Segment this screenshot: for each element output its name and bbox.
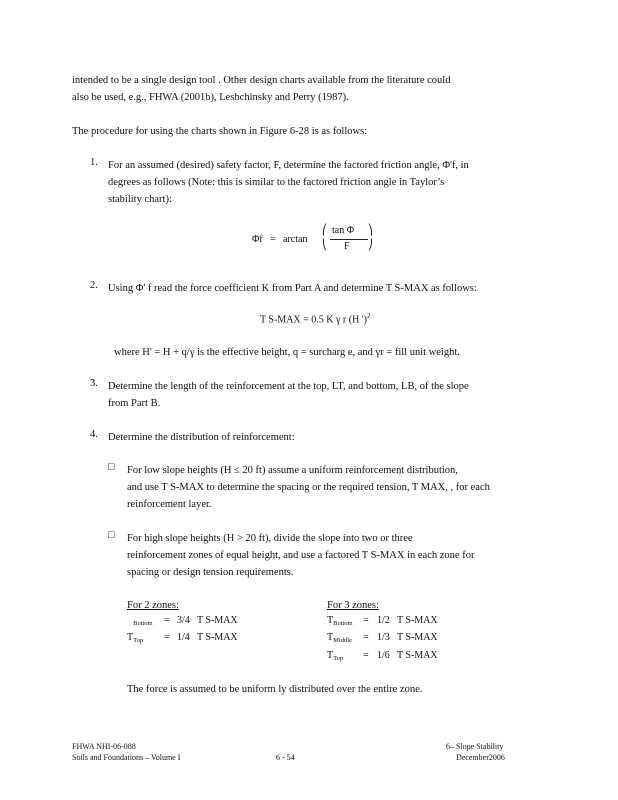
zone-equals: =	[363, 615, 369, 626]
zone-fraction: 1/4	[177, 632, 190, 643]
footer-left-1: FHWA NHI-06-088	[72, 742, 136, 751]
step-1-line-3: stability chart):	[108, 194, 172, 205]
zone-equals: =	[363, 650, 369, 661]
zone-label: T	[327, 650, 334, 661]
bullet-icon: □	[108, 462, 115, 473]
zone-sub-label: Bottom	[333, 620, 353, 627]
bullet-1-line-3: reinforcement layer.	[127, 499, 212, 510]
zone-fraction: 1/6	[377, 650, 390, 661]
right-bracket-top: ⎞	[368, 225, 373, 236]
step-3-line-1: Determine the length of the reinforcement at the top, LT, and bottom, LB, of the slope	[108, 381, 469, 392]
footer-page-number: 6 - 54	[276, 753, 295, 762]
zone-sub-label: Top	[333, 655, 344, 662]
three-zones-title: For 3 zones:	[327, 600, 379, 611]
zone-label: T	[327, 615, 334, 626]
step-number: 1.	[90, 157, 98, 168]
equation-2-rhs: = 0.5 K γ r (H ')	[303, 314, 367, 326]
zone-fraction: 3/4	[177, 615, 190, 626]
zone-target: T S-MAX	[197, 632, 238, 643]
intro-line-2: also be used, e.g., FHWA (2001b), Leshchinsky and Perry (1987).	[72, 92, 349, 103]
equation-1-equals: =	[270, 234, 276, 245]
zone-equals: =	[164, 632, 170, 643]
bullet-2-line-2: reinforcement zones of equal height, and use a factored T S-MAX in each zone for	[127, 550, 475, 561]
zone-sub-label: Bottom	[133, 620, 153, 627]
equation-1-lhs: Φf	[252, 234, 263, 245]
equation-1-denominator: F	[344, 241, 350, 252]
left-bracket-top: ⎛	[322, 225, 327, 236]
step-3-line-2: from Part B.	[108, 398, 161, 409]
two-zone-row-bottom	[127, 615, 238, 627]
two-zones-title: For 2 zones:	[127, 600, 179, 611]
step-number: 3.	[90, 378, 98, 389]
three-zone-row-middle	[327, 632, 438, 644]
step-4-text: Determine the distribution of reinforcement:	[108, 432, 295, 443]
three-zone-row-top	[327, 650, 438, 662]
zone-target: T S-MAX	[397, 632, 438, 643]
zone-target: T S-MAX	[397, 650, 438, 661]
footer-right-1: 6– Slope Stability	[446, 742, 504, 751]
two-zone-row-top	[127, 632, 238, 644]
right-bracket-bottom: ⎠	[368, 240, 373, 251]
three-zone-row-bottom	[327, 615, 438, 627]
zone-equals: =	[363, 632, 369, 643]
bullet-1-line-2: and use T S-MAX to determine the spacing or the required tension, T MAX, , for each	[127, 482, 490, 493]
equation-1-function: arctan	[283, 234, 308, 245]
footer-left-2: Soils and Foundations – Volume I	[72, 753, 181, 762]
bullet-2-line-3: spacing or design tension requirements.	[127, 567, 294, 578]
equation-2-exponent: 2	[366, 312, 371, 320]
zone-sub-label: Middle	[333, 637, 352, 644]
zone-target: T S-MAX	[397, 615, 438, 626]
step-2-text: Using Φ' f read the force coefficient K from Part A and determine T S-MAX as follows:	[108, 283, 477, 294]
bullet-1-line-1: For low slope heights (H ≤ 20 ft) assume a uniform reinforcement distribution,	[127, 465, 458, 476]
footer-right-2: December2006	[456, 753, 505, 762]
bullet-2-line-1: For high slope heights (H > 20 ft), divide the slope into two or three	[127, 533, 413, 544]
equation-2	[260, 312, 370, 325]
zone-sub-label: Top	[133, 637, 144, 644]
step-1-line-1: For an assumed (desired) safety factor, F, determine the factored friction angle, Φ'f, in	[108, 160, 469, 171]
zone-fraction: 1/3	[377, 632, 390, 643]
zone-label: T	[327, 632, 334, 643]
zone-label: T	[127, 632, 134, 643]
step-1-line-2: degrees as follows (Note: this is similar to the factored friction angle in Taylor’s	[108, 177, 445, 188]
closing-line: The force is assumed to be uniform ly distributed over the entire zone.	[127, 684, 423, 695]
intro-line-1: intended to be a single design tool . Other design charts available from the literature could	[72, 75, 451, 86]
equation-2-lhs: T S-MAX	[260, 314, 301, 326]
procedure-intro: The procedure for using the charts shown in Figure 6-28 is as follows:	[72, 126, 368, 137]
step-number: 4.	[90, 429, 98, 440]
where-line: where H' = H + q/γ is the effective height, q = surcharg e, and γr = fill unit weight.	[114, 347, 460, 358]
step-number: 2.	[90, 280, 98, 291]
zone-equals: =	[164, 615, 170, 626]
zone-fraction: 1/2	[377, 615, 390, 626]
equation-1-numerator: tan Φ	[332, 225, 355, 236]
bullet-icon: □	[108, 530, 115, 541]
zone-target: T S-MAX	[197, 615, 238, 626]
left-bracket-bottom: ⎝	[322, 240, 327, 251]
fraction-bar	[330, 239, 368, 240]
